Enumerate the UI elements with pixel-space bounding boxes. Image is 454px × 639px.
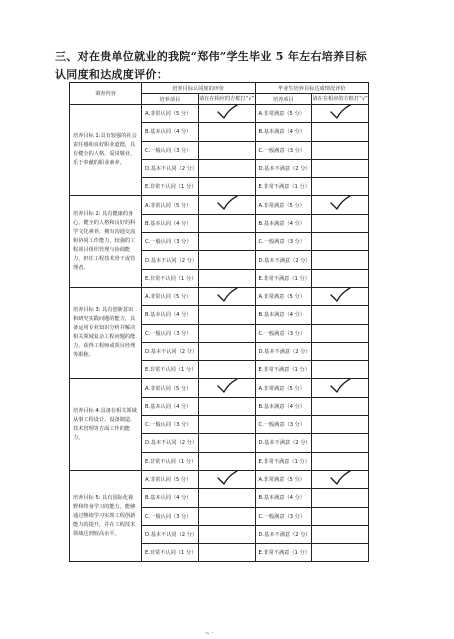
identity-checkbox[interactable] <box>198 159 255 177</box>
achievement-option: B.基本满意（4 分） <box>255 306 312 324</box>
table-body <box>70 105 369 562</box>
achievement-checkbox[interactable] <box>312 123 369 141</box>
achievement-checkbox[interactable] <box>312 416 369 434</box>
checkmark-icon <box>216 196 238 211</box>
achievement-checkbox[interactable] <box>312 214 369 232</box>
achievement-checkbox[interactable] <box>312 397 369 415</box>
achievement-checkbox[interactable] <box>312 324 369 342</box>
achievement-option: C.一般满意（3 分） <box>255 233 312 251</box>
identity-checkbox[interactable] <box>198 233 255 251</box>
goal-description: 培养目标 1:具有较强的社会责任感和良好职业道德，具有健全的人格，爱岗敬业、乐于奉献的职业素养。 <box>70 105 142 196</box>
achievement-option: E.非常不满意（1 分） <box>255 452 312 470</box>
identity-checkbox[interactable] <box>198 397 255 415</box>
achievement-checkbox[interactable] <box>312 287 369 305</box>
identity-checkbox[interactable] <box>198 361 255 379</box>
header-survey-item: 调查内容 <box>70 83 142 105</box>
identity-checkbox[interactable] <box>198 470 255 488</box>
checkmark-icon <box>329 105 351 120</box>
checkmark-icon <box>329 379 351 394</box>
identity-checkbox[interactable] <box>198 507 255 525</box>
goal-description: 培养目标 2: 具有健康的身心、健全的人格和良好的科学文化素养，拥有沟通交流和协同工作能力，较强的工程项目组织管理与协调能力，担任工程技术骨干或管理者。 <box>70 196 142 287</box>
header-check-col-2: 请在在相应的方框打“√” <box>312 94 369 105</box>
achievement-option: B.基本满意（4 分） <box>255 489 312 507</box>
identity-checkbox[interactable] <box>198 416 255 434</box>
achievement-checkbox[interactable] <box>312 159 369 177</box>
evaluation-table <box>69 82 369 562</box>
achievement-option: A.非常满意（5 分） <box>255 379 312 397</box>
identity-checkbox[interactable] <box>198 123 255 141</box>
identity-option: A.非常认同（5 分） <box>142 287 199 305</box>
identity-option: C.一般认同（3 分） <box>142 507 199 525</box>
achievement-option: D.基本不满意（2 分） <box>255 159 312 177</box>
identity-option: B.基本认同（4 分） <box>142 489 199 507</box>
achievement-option: C.一般满意（3 分） <box>255 416 312 434</box>
achievement-checkbox[interactable] <box>312 544 369 562</box>
achievement-option: A.非常满意（5 分） <box>255 287 312 305</box>
achievement-checkbox[interactable] <box>312 470 369 488</box>
achievement-option: A.非常满意（5 分） <box>255 196 312 214</box>
table-row <box>70 379 369 397</box>
achievement-option: C.一般满意（3 分） <box>255 324 312 342</box>
header-identity-group: 培养目标认同度的评价 <box>142 83 256 94</box>
achievement-option: B.基本满意（4 分） <box>255 123 312 141</box>
identity-option: C.一般认同（3 分） <box>142 141 199 159</box>
checkmark-icon <box>329 287 351 302</box>
identity-option: C.一般认同（3 分） <box>142 233 199 251</box>
identity-option: A.非常认同（5 分） <box>142 470 199 488</box>
achievement-option: A.非常满意（5 分） <box>255 105 312 123</box>
achievement-option: E.非常不满意（1 分） <box>255 361 312 379</box>
identity-option: E.非常不认同（1 分） <box>142 544 199 562</box>
achievement-checkbox[interactable] <box>312 361 369 379</box>
identity-option: B.基本认同（4 分） <box>142 123 199 141</box>
identity-option: B.基本认同（4 分） <box>142 214 199 232</box>
checkmark-icon <box>329 196 351 211</box>
identity-option: B.基本认同（4 分） <box>142 397 199 415</box>
header-check-col-1: 请在在相应的方框打“√” <box>198 94 255 105</box>
achievement-checkbox[interactable] <box>312 269 369 287</box>
achievement-checkbox[interactable] <box>312 507 369 525</box>
achievement-option: E.非常不满意（1 分） <box>255 178 312 196</box>
identity-checkbox[interactable] <box>198 196 255 214</box>
identity-option: D.基本不认同（2 分） <box>142 159 199 177</box>
identity-checkbox[interactable] <box>198 141 255 159</box>
checkmark-icon <box>329 470 351 485</box>
achievement-checkbox[interactable] <box>312 105 369 123</box>
achievement-option: A.非常满意（5 分） <box>255 470 312 488</box>
achievement-checkbox[interactable] <box>312 141 369 159</box>
table-row <box>70 196 369 214</box>
achievement-checkbox[interactable] <box>312 452 369 470</box>
identity-option: D.基本不认同（2 分） <box>142 251 199 269</box>
checkmark-icon <box>216 470 238 485</box>
identity-option: B.基本认同（4 分） <box>142 306 199 324</box>
identity-checkbox[interactable] <box>198 105 255 123</box>
heading-line-2: 认同度和达成度评价： <box>55 68 168 81</box>
achievement-checkbox[interactable] <box>312 525 369 543</box>
table-header-row-1 <box>70 83 369 94</box>
identity-option: D.基本不认同（2 分） <box>142 342 199 360</box>
identity-checkbox[interactable] <box>198 452 255 470</box>
identity-option: E.非常不认同（1 分） <box>142 452 199 470</box>
achievement-checkbox[interactable] <box>312 489 369 507</box>
heading-line-1: 三、对在贵单位就业的我院“郑伟”学生毕业 5 年左右培养目标 <box>55 50 367 63</box>
identity-checkbox[interactable] <box>198 525 255 543</box>
achievement-option: B.基本满意（4 分） <box>255 397 312 415</box>
header-item-col-1: 培养项目 <box>142 94 199 105</box>
identity-checkbox[interactable] <box>198 342 255 360</box>
header-achievement-group: 毕业生培养目标达成情况评价 <box>255 83 369 94</box>
checkmark-icon <box>216 105 238 120</box>
checkmark-icon <box>216 287 238 302</box>
header-item-col-2: 培养项目 <box>255 94 312 105</box>
achievement-option: D.基本不满意（2 分） <box>255 342 312 360</box>
identity-option: A.非常认同（5 分） <box>142 379 199 397</box>
identity-option: A.非常认同（5 分） <box>142 196 199 214</box>
achievement-checkbox[interactable] <box>312 196 369 214</box>
identity-checkbox[interactable] <box>198 251 255 269</box>
section-heading <box>55 48 395 84</box>
identity-option: D.基本不认同（2 分） <box>142 525 199 543</box>
achievement-option: E.非常不满意（1 分） <box>255 544 312 562</box>
achievement-option: E.非常不满意（1 分） <box>255 269 312 287</box>
achievement-option: D.基本不满意（2 分） <box>255 251 312 269</box>
achievement-checkbox[interactable] <box>312 306 369 324</box>
achievement-checkbox[interactable] <box>312 233 369 251</box>
goal-description: 培养目标 5: 具有国际化视野和终身学习的能力，能够通过继续学习实现工程创新能力的提升，并在工程技术领域达到较高水平。 <box>70 470 142 561</box>
achievement-checkbox[interactable] <box>312 342 369 360</box>
achievement-checkbox[interactable] <box>312 178 369 196</box>
page-footer-mark: ~ · <box>205 630 214 637</box>
achievement-option: D.基本不满意（2 分） <box>255 434 312 452</box>
identity-option: D.基本不认同（2 分） <box>142 434 199 452</box>
identity-option: E.非常不认同（1 分） <box>142 269 199 287</box>
achievement-option: C.一般满意（3 分） <box>255 141 312 159</box>
achievement-option: D.基本不满意（2 分） <box>255 525 312 543</box>
checkmark-icon <box>216 379 238 394</box>
achievement-option: B.基本满意（4 分） <box>255 214 312 232</box>
identity-checkbox[interactable] <box>198 434 255 452</box>
identity-option: C.一般认同（3 分） <box>142 324 199 342</box>
identity-checkbox[interactable] <box>198 287 255 305</box>
identity-checkbox[interactable] <box>198 489 255 507</box>
achievement-checkbox[interactable] <box>312 434 369 452</box>
identity-checkbox[interactable] <box>198 178 255 196</box>
identity-checkbox[interactable] <box>198 214 255 232</box>
identity-checkbox[interactable] <box>198 306 255 324</box>
identity-option: C.一般认同（3 分） <box>142 416 199 434</box>
identity-option: E.非常不认同（1 分） <box>142 178 199 196</box>
identity-checkbox[interactable] <box>198 379 255 397</box>
goal-description: 培养目标 4:具备在相关领域从事工程设计、设备制造、技术管理等方面工作的能力。 <box>70 379 142 470</box>
identity-option: E.非常不认同（1 分） <box>142 361 199 379</box>
identity-checkbox[interactable] <box>198 269 255 287</box>
table-row <box>70 105 369 123</box>
identity-checkbox[interactable] <box>198 324 255 342</box>
goal-description: 培养目标 3: 具有创新意识和研究实践问题的能力，具备运用专业知识分析并解决相关领域复杂工程问题的能力，获得工程师或项目经理等职称。 <box>70 287 142 378</box>
table-row <box>70 470 369 488</box>
identity-option: A.非常认同（5 分） <box>142 105 199 123</box>
achievement-checkbox[interactable] <box>312 251 369 269</box>
identity-checkbox[interactable] <box>198 544 255 562</box>
achievement-option: C.一般满意（3 分） <box>255 507 312 525</box>
achievement-checkbox[interactable] <box>312 379 369 397</box>
table-row <box>70 287 369 305</box>
